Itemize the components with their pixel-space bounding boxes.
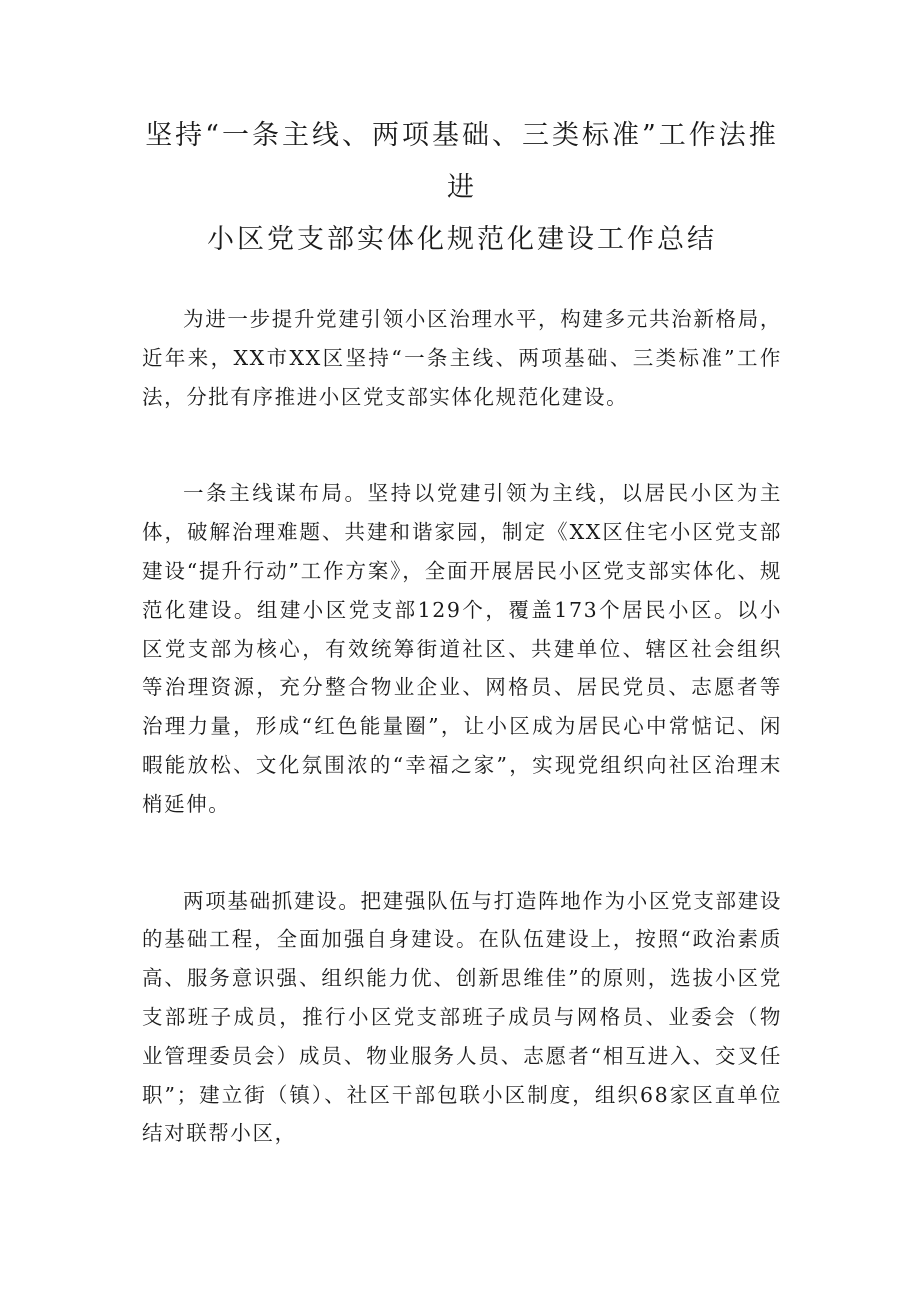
document-title — [142, 110, 782, 266]
paragraph-two-foundations: 两项基础抓建设。把建强队伍与打造阵地作为小区党支部建设的基础工程，全面加强自身建设。在队伍建设上，按照“政治素质高、服务意识强、组织能力优、创新思维佳”的原则，选拔小区党支部班子成员，推行小区党支部班子成员与网格员、业委会（物业管理委员会）成员、物业服务人员、志愿者“相互进入、交叉任职”；建立街（镇）、社区干部包联小区制度，组织68家区直单位结对联帮小区， — [142, 888, 782, 1146]
paragraph-intro: 为进一步提升党建引领小区治理水平，构建多元共治新格局，近年来，XX市XX区坚持“一条主线、两项基础、三类标准”工作法，分批有序推进小区党支部实体化规范化建设。 — [142, 307, 782, 409]
title-line-2: 小区党支部实体化规范化建设工作总结 — [207, 224, 717, 255]
title-line-1: 坚持“一条主线、两项基础、三类标准”工作法推进 — [145, 120, 779, 203]
paragraph-main-line: 一条主线谋布局。坚持以党建引领为主线，以居民小区为主体，破解治理难题、共建和谐家园，制定《XX区住宅小区党支部建设“提升行动”工作方案》，全面开展居民小区党支部实体化、规范化建设。组建小区党支部129个，覆盖173个居民小区。以小区党支部为核心，有效统筹街道社区、共建单位、辖区社会组织等治理资源，充分整合物业企业、网格员、居民党员、志愿者等治理力量，形成“红色能量圈”，让小区成为居民心中常惦记、闲暇能放松、文化氛围浓的“幸福之家”，实现党组织向社区治理末梢延伸。 — [142, 481, 782, 816]
